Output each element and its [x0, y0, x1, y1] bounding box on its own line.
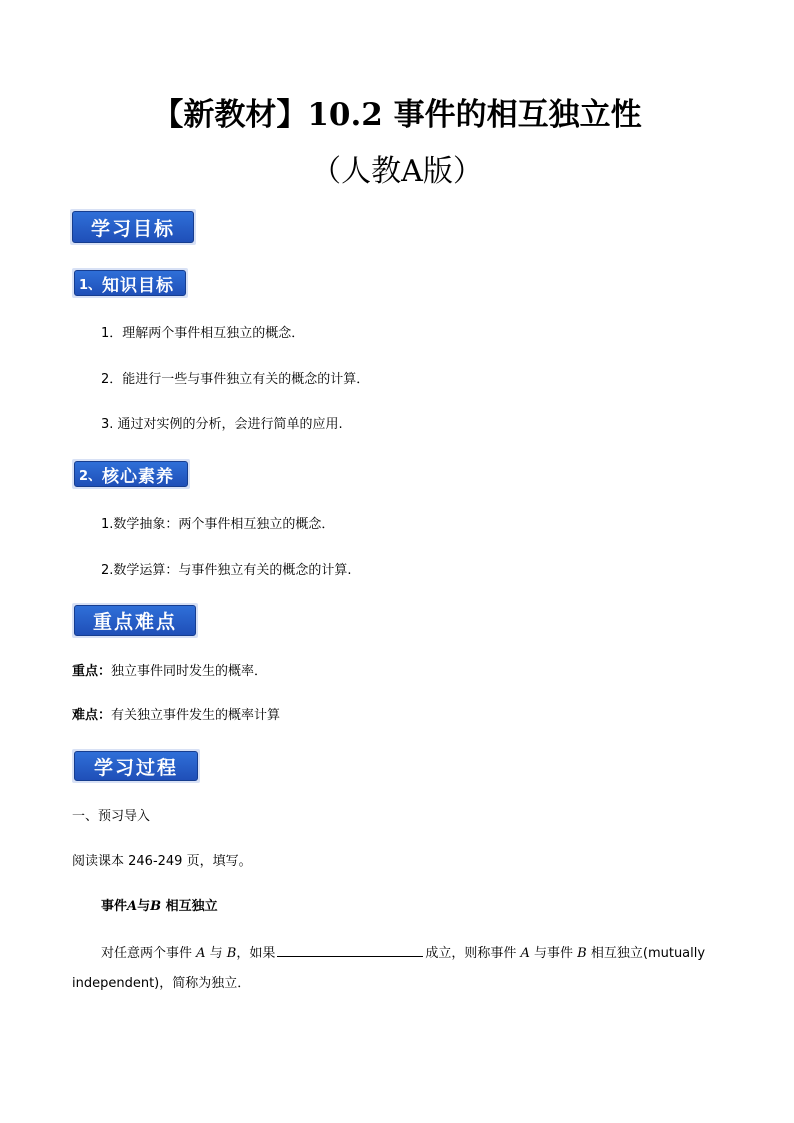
page-subtitle: （人教A版） — [311, 154, 483, 189]
preview-heading: 一、预习导入 — [72, 809, 151, 824]
definition-text: 相互独立(mutually — [586, 946, 706, 961]
section-badge-goals — [70, 209, 196, 245]
fill-in-blank[interactable] — [277, 942, 423, 957]
concept-heading-pre: 事件 — [101, 899, 128, 914]
knowledge-item-3: 3. 通过对实例的分析，会进行简单的应用. — [101, 417, 343, 432]
badge-label: 核心素养 — [102, 466, 175, 487]
literacy-item-2: 2.数学运算：与事件独立有关的概念的计算. — [101, 563, 352, 578]
section-badge-literacy — [72, 459, 190, 489]
literacy-item-1: 1.数学抽象：两个事件相互独立的概念． — [101, 517, 335, 532]
event-a: A — [520, 946, 530, 961]
section-badge-knowledge — [72, 268, 188, 298]
concept-heading-mid: 与 — [137, 899, 151, 914]
event-a: A — [196, 946, 206, 961]
section-badge-key-points — [72, 603, 198, 638]
event-b: B — [226, 946, 237, 961]
definition-text: 与事件 — [529, 946, 578, 961]
badge-number: 2、 — [79, 468, 102, 484]
definition-text: 对任意两个事件 — [101, 946, 197, 961]
section-badge-process-label: 学习过程 — [74, 751, 198, 781]
key-point-text: 独立事件同时发生的概率． — [111, 664, 268, 679]
definition-line-1 — [101, 942, 705, 964]
page-title: 【新教材】10.2 事件的相互独立性 — [152, 97, 642, 133]
reading-instruction: 阅读课本 246-249 页，填写。 — [72, 854, 252, 869]
section-badge-key-points-label: 重点难点 — [74, 605, 196, 636]
badge-label: 知识目标 — [102, 275, 175, 296]
event-b: B — [150, 899, 162, 914]
difficulty-line — [72, 706, 280, 726]
event-b: B — [577, 946, 587, 961]
key-point-label: 重点： — [72, 664, 112, 679]
section-badge-process — [72, 749, 200, 783]
definition-line-2: independent)，简称为独立． — [72, 976, 251, 991]
knowledge-item-1: 1．理解两个事件相互独立的概念． — [101, 326, 305, 341]
concept-heading-post: 相互独立 — [161, 899, 218, 914]
event-a: A — [127, 899, 138, 914]
concept-heading — [101, 897, 218, 917]
definition-text: ，如果 — [236, 946, 276, 961]
difficulty-label: 难点： — [72, 708, 112, 723]
section-badge-goals-label: 学习目标 — [72, 211, 194, 243]
difficulty-text: 有关独立事件发生的概率计算 — [111, 708, 281, 723]
knowledge-item-2: 2．能进行一些与事件独立有关的概念的计算． — [101, 372, 370, 387]
key-point-line — [72, 662, 267, 682]
definition-text: 与 — [205, 946, 227, 961]
definition-text: 成立，则称事件 — [425, 946, 521, 961]
badge-number: 1、 — [79, 277, 102, 293]
